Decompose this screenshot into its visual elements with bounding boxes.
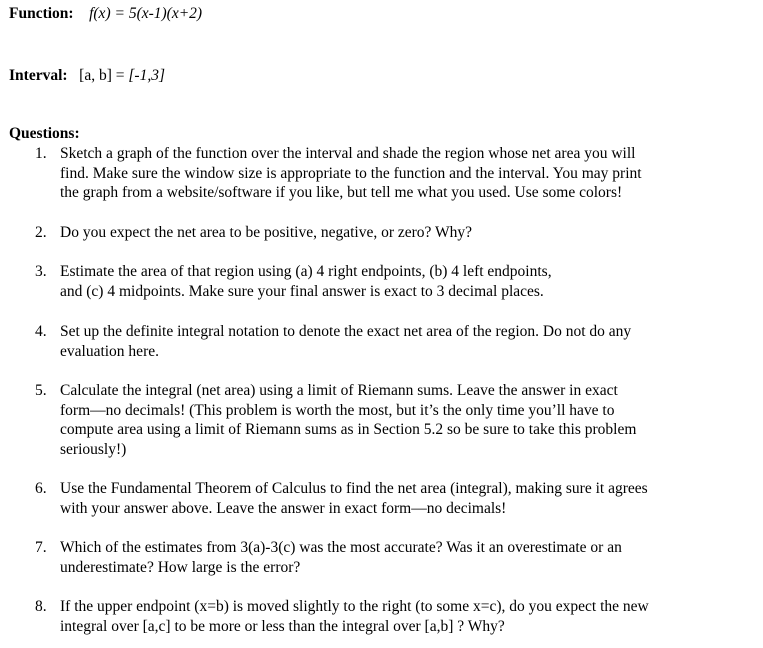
question-line: integral over [a,c] to be more or less than the integral over [a,b] ? Why? xyxy=(60,617,505,635)
question-number: 8. xyxy=(35,598,47,615)
question-line: and (c) 4 midpoints. Make sure your final answer is exact to 3 decimal places. xyxy=(60,282,544,300)
question-line: form—no decimals! (This problem is worth the most, but it’s the only time you’ll have to xyxy=(60,401,615,419)
question-line: the graph from a website/software if you like, but tell me what you used. Use some colors! xyxy=(60,184,623,201)
question-line: with your answer above. Leave the answer in exact form—no decimals! xyxy=(60,499,507,517)
question-line: Use the Fundamental Theorem of Calculus to find the net area (integral), making sure it agrees xyxy=(60,480,648,497)
interval-line xyxy=(9,66,165,86)
question-line: Do you expect the net area to be positive, negative, or zero? Why? xyxy=(60,224,473,241)
question-line: underestimate? How large is the error? xyxy=(60,558,301,576)
question-line: Estimate the area of that region using (a) 4 right endpoints, (b) 4 left endpoints, xyxy=(60,263,552,280)
interval-value: [-1,3] xyxy=(128,67,165,84)
question-number: 4. xyxy=(35,323,47,340)
question-text xyxy=(60,223,720,243)
question-line: Sketch a graph of the function over the interval and shade the region whose net area you will xyxy=(60,145,636,162)
question-text xyxy=(60,322,720,361)
question-number: 6. xyxy=(35,480,47,497)
question-number: 5. xyxy=(35,382,47,399)
function-formula: f(x) = 5(x-1)(x+2) xyxy=(89,5,203,22)
question-line: If the upper endpoint (x=b) is moved slightly to the right (to some x=c), do you expect the new xyxy=(60,598,649,615)
question-text xyxy=(60,144,720,203)
interval-prefix: [a, b] = xyxy=(79,67,125,84)
question-text xyxy=(60,479,720,518)
question-text xyxy=(60,262,720,301)
question-number: 7. xyxy=(35,539,47,556)
question-text xyxy=(60,381,720,459)
question-number: 2. xyxy=(35,224,47,241)
question-line: Which of the estimates from 3(a)-3(c) was the most accurate? Was it an overestimate or an xyxy=(60,539,622,556)
question-line: evaluation here. xyxy=(60,342,159,360)
question-line: Calculate the integral (net area) using a limit of Riemann sums. Leave the answer in exact xyxy=(60,382,618,399)
questions-heading: Questions: xyxy=(9,125,80,142)
question-line: seriously!) xyxy=(60,440,127,458)
question-number: 3. xyxy=(35,263,47,280)
function-line xyxy=(9,4,202,24)
question-number: 1. xyxy=(35,145,47,162)
question-line: compute area using a limit of Riemann sums as in Section 5.2 so be sure to take this problem xyxy=(60,421,637,438)
question-line: find. Make sure the window size is appropriate to the function and the interval. You may print xyxy=(60,164,642,182)
interval-label: Interval: xyxy=(9,67,68,84)
question-text xyxy=(60,597,720,636)
question-text xyxy=(60,538,720,577)
function-label: Function: xyxy=(9,5,74,22)
question-line: Set up the definite integral notation to denote the exact net area of the region. Do not do any xyxy=(60,323,632,340)
